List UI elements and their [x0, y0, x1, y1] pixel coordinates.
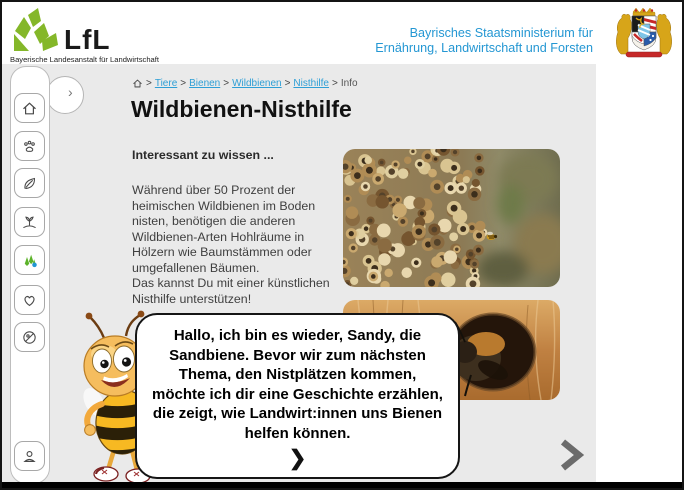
- sidebar: [10, 66, 50, 484]
- sidebar-expand-button[interactable]: [46, 76, 84, 114]
- kids-logo-icon: [21, 251, 39, 269]
- cta-paragraph: Das kannst Du mit einer künstlichen Nisthilfe unterstützen!: [132, 276, 330, 306]
- ministry-line1: Bayrisches Staatsministerium für: [409, 26, 593, 40]
- sidebar-settings-button[interactable]: [14, 322, 45, 352]
- seedling-icon: [21, 214, 38, 231]
- breadcrumb-link-wildbienen[interactable]: Wildbienen: [232, 78, 282, 89]
- breadcrumb-link-tiere[interactable]: Tiere: [154, 78, 178, 89]
- breadcrumb-link-bienen[interactable]: Bienen: [189, 78, 221, 89]
- home-icon: [21, 100, 38, 117]
- lfl-leaf-icon: [12, 8, 60, 52]
- intro-heading: Interessant zu wissen ...: [132, 148, 274, 162]
- sidebar-favorites-button[interactable]: [14, 285, 45, 315]
- lfl-logo[interactable]: [12, 6, 192, 62]
- bottom-border-bar: [2, 482, 682, 488]
- nesting-tubes-photo: [343, 149, 560, 287]
- breadcrumb-current: Info: [340, 78, 358, 89]
- ministry-title: [375, 26, 593, 56]
- breadcrumb-separator: >: [332, 78, 338, 89]
- breadcrumb-separator: >: [284, 78, 291, 89]
- leaf-icon: [21, 175, 38, 192]
- sidebar-home-button[interactable]: [14, 93, 45, 123]
- lfl-acronym: LfL: [64, 24, 111, 55]
- breadcrumb: [132, 78, 358, 89]
- user-icon: [21, 448, 38, 465]
- next-page-button[interactable]: [551, 436, 589, 474]
- breadcrumb-link-nisthilfe[interactable]: Nisthilfe: [293, 78, 329, 89]
- sidebar-plants-button[interactable]: [14, 168, 45, 198]
- intro-paragraph: Während über 50 Prozent der heimischen Wildbienen im Boden nisten, benötigen die anderen Wildbienen-Arten Hohlräume in Hölzern wie Baumstämmen oder umgefallenen Bäumen.: [132, 183, 316, 275]
- speech-bubble-next-button[interactable]: ❯: [288, 447, 307, 470]
- paw-icon: [21, 138, 38, 155]
- page-title: Wildbienen-Nisthilfe: [131, 96, 352, 122]
- breadcrumb-separator: >: [146, 78, 152, 89]
- sidebar-user-button[interactable]: [14, 441, 45, 471]
- header: [2, 2, 682, 64]
- sidebar-soil-button[interactable]: [14, 207, 45, 237]
- breadcrumb-separator: >: [223, 78, 230, 89]
- breadcrumb-home-icon[interactable]: [132, 78, 143, 89]
- bavaria-coat-of-arms-icon: [609, 8, 679, 60]
- sidebar-animals-button[interactable]: [14, 131, 45, 161]
- sidebar-kids-button[interactable]: [14, 245, 45, 275]
- slashed-circle-icon: [21, 329, 38, 346]
- chevron-right-icon: ›: [68, 84, 73, 100]
- lfl-subtitle: Bayerische Landesanstalt für Landwirtschaft: [10, 55, 160, 64]
- ministry-line2: Ernährung, Landwirtschaft und Forsten: [375, 41, 593, 55]
- heart-icon: [21, 292, 38, 309]
- speech-bubble-text: Hallo, ich bin es wieder, Sandy, die Sandbiene. Bevor wir zum nächsten Thema, den Nistplätzen kommen, möchte ich dir eine Geschichte erzählen, die zeigt, wie Landwirt:innen uns Bienen helfen können.: [152, 327, 443, 442]
- speech-bubble: [135, 313, 460, 479]
- breadcrumb-separator: >: [180, 78, 187, 89]
